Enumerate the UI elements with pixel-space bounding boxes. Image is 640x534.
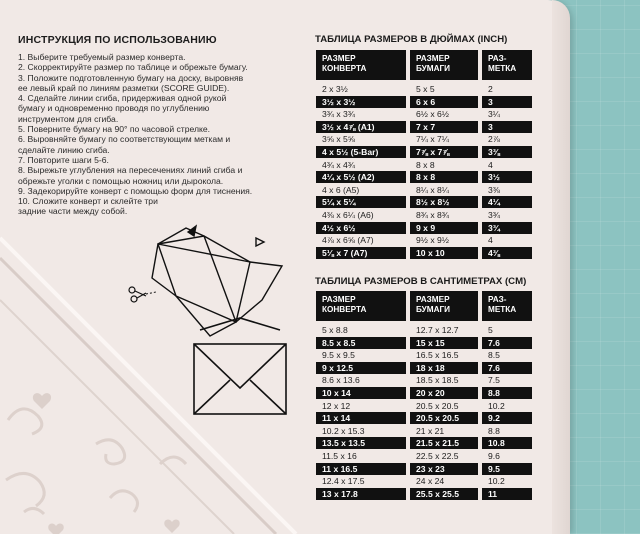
table-cell: 7.5 [488, 375, 500, 386]
table-cell: 22.5 x 22.5 [416, 451, 459, 461]
table-cell: 8.6 x 13.6 [322, 375, 360, 386]
table-cell: 7⅞ x 7⅞ [410, 146, 478, 158]
table-cell: 20.5 x 20.5 [410, 412, 478, 424]
table-cell: 4 x 6 (A5) [322, 184, 360, 195]
table-cell: 9.5 [482, 463, 532, 475]
column-header-line: БУМАГИ [416, 64, 451, 73]
column-header-line: РАЗМЕР [322, 54, 356, 63]
table-cell: 4 [488, 159, 493, 170]
table-cell: 9 x 12.5 [316, 362, 406, 374]
column-header-line: БУМАГИ [416, 305, 451, 314]
table-cell: 8½ x 8½ [410, 196, 478, 208]
unfolded-envelope-diagram [152, 226, 282, 336]
table-cell: 3 [482, 96, 532, 108]
instruction-step: 4. Сделайте линии сгиба, придерживая одной рукой [18, 93, 227, 104]
column-header-line: РАЗМЕР [416, 54, 450, 63]
table-cell: 9.2 [482, 412, 532, 424]
table-cell: 8.8 [488, 425, 500, 436]
table-cell: 11 [482, 488, 532, 500]
table-cell: 8¼ x 8¼ [416, 184, 449, 195]
table-cell: 3⅜ [482, 146, 532, 158]
table-cell: 2 x 3½ [322, 84, 348, 94]
table-cell: 7 x 7 [410, 121, 478, 133]
table-cell: 11 x 16.5 [316, 463, 406, 475]
instruction-step: 1. Выберите требуемый размер конверта. [18, 52, 186, 62]
table-cell: 4¾ x 4¾ [322, 159, 355, 170]
table-cell: 4 [488, 235, 493, 246]
table-cell: 10 x 10 [410, 247, 478, 259]
column-header-line: МЕТКА [488, 64, 517, 73]
table-cell: 12.7 x 12.7 [416, 325, 459, 335]
table-cell: 8 x 8 [416, 159, 435, 170]
table-cell: 12 x 12 [322, 400, 351, 411]
table-cell: 5 x 8.8 [322, 325, 348, 335]
instruction-step: 7. Повторите шаги 5-6. [18, 154, 109, 165]
table-cell: 13.5 x 13.5 [316, 437, 406, 449]
table-cell: 3¾ x 3¾ [322, 109, 355, 120]
table-cell: 9.6 [488, 451, 500, 461]
table-cell: 3¼ [488, 109, 500, 120]
table-cell: 18.5 x 18.5 [416, 375, 459, 386]
instruction-step: 6. Выровняйте бумагу по соответствующим меткам и [18, 134, 231, 145]
instruction-step: ее левый край по линиям разметки (SCORE GUIDE). [18, 82, 230, 93]
table-cell: 9.5 x 9.5 [322, 350, 355, 361]
table-cell: 4⅜ x 6¼ (A6) [322, 210, 374, 220]
table-cell: 3⅜ [488, 184, 500, 195]
instruction-step: 10. Сложите конверт и склейте три [18, 196, 158, 207]
instruction-step: 8. Вырежьте углубления на пересечениях линий сгиба и [18, 165, 243, 176]
table-cell: 4⅞ x 6⅝ (A7) [322, 235, 374, 246]
table-cell: 3¾ [488, 210, 500, 220]
table-cell: 15 x 15 [410, 337, 478, 349]
table-cell: 3½ [482, 171, 532, 183]
table-cell: 24 x 24 [416, 476, 445, 487]
instructions-list [18, 52, 298, 217]
column-header-line: МЕТКА [488, 305, 517, 314]
instruction-step: сделайте линию сгиба. [18, 144, 110, 155]
table-cell: 2 [488, 84, 493, 94]
column-header [316, 50, 406, 80]
table-cell: 5¼ x 5¼ [316, 196, 406, 208]
table-cell: 9½ x 9½ [416, 235, 449, 246]
column-header-line: КОНВЕРТА [322, 64, 367, 73]
table-cell: 8.8 [482, 387, 532, 399]
table-cell: 23 x 23 [410, 463, 478, 475]
table-cell: 10.2 x 15.3 [322, 425, 365, 436]
table-cell: 8¾ x 8¾ [416, 210, 449, 220]
table-cell: 3 [482, 121, 532, 133]
table-cell: 11.5 x 16 [322, 451, 357, 461]
table-cell: 20.5 x 20.5 [416, 400, 459, 411]
table-cell: 18 x 18 [410, 362, 478, 374]
table-cell: 4¼ [482, 196, 532, 208]
table-cell: 8 x 8 [410, 171, 478, 183]
instruction-step: 2. Скорректируйте размер по таблице и обрежьте бумагу. [18, 62, 248, 73]
table-cell: 6½ x 6½ [416, 109, 449, 120]
table-cell: 3½ x 4⅞ (A1) [316, 121, 406, 133]
cm-table-title: ТАБЛИЦА РАЗМЕРОВ В САНТИМЕТРАХ (CM) [315, 276, 527, 287]
table-cell: 7.6 [482, 337, 532, 349]
column-header [410, 50, 478, 80]
table-cell: 5⅛ x 7 (A7) [316, 247, 406, 259]
table-cell: 16.5 x 16.5 [416, 350, 459, 361]
table-cell: 4⅜ [482, 247, 532, 259]
table-cell: 21.5 x 21.5 [410, 437, 478, 449]
table-cell: 10.8 [482, 437, 532, 449]
table-cell: 3½ x 3½ [316, 96, 406, 108]
instructions-title: ИНСТРУКЦИЯ ПО ИСПОЛЬЗОВАНИЮ [18, 34, 217, 46]
table-cell: 11 x 14 [316, 412, 406, 424]
table-cell: 3⅝ x 5⅝ [322, 134, 355, 145]
table-cell: 13 x 17.8 [316, 488, 406, 500]
column-header-line: РАЗ- [488, 295, 507, 304]
table-cell: 8.5 x 8.5 [316, 337, 406, 349]
instruction-step: бумагу и одновременно проводя по углублению [18, 103, 210, 114]
inch-table-title: ТАБЛИЦА РАЗМЕРОВ В ДЮЙМАХ (INCH) [315, 34, 508, 45]
table-cell: 20 x 20 [410, 387, 478, 399]
table-cell: 10 x 14 [316, 387, 406, 399]
table-cell: 8.5 [488, 350, 500, 361]
instruction-step: задние части между собой. [18, 206, 128, 217]
column-header-line: КОНВЕРТА [322, 305, 367, 314]
table-cell: 7.6 [482, 362, 532, 374]
instruction-step: 5. Поверните бумагу на 90° по часовой стрелке. [18, 124, 211, 135]
table-cell: 10.2 [488, 400, 505, 411]
instruction-step: 9. Задекорируйте конверт с помощью форм для тиснения. [18, 185, 253, 196]
table-cell: 4½ x 6½ [316, 222, 406, 234]
table-cell: 5 x 5 [416, 84, 435, 94]
table-cell: 2⅞ [488, 134, 500, 145]
column-header [482, 291, 532, 321]
table-cell: 4 x 5½ (5-Bar) [316, 146, 406, 158]
table-cell: 4¼ x 5½ (A2) [316, 171, 406, 183]
column-header [316, 291, 406, 321]
table-cell: 5 [488, 325, 493, 335]
column-header [410, 291, 478, 321]
table-cell: 6 x 6 [410, 96, 478, 108]
table-cell: 21 x 21 [416, 425, 445, 436]
table-cell: 25.5 x 25.5 [410, 488, 478, 500]
instruction-step: 3. Положите подготовленную бумагу на доску, выровняв [18, 72, 244, 83]
table-cell: 7¼ x 7¼ [416, 134, 449, 145]
table-cell: 10.2 [488, 476, 505, 487]
column-header-line: РАЗМЕР [322, 295, 356, 304]
table-cell: 12.4 x 17.5 [322, 476, 365, 487]
column-header [482, 50, 532, 80]
table-cell: 3¾ [482, 222, 532, 234]
instruction-step: обрежьте уголки с помощью ножниц или дырокола. [18, 175, 224, 186]
column-header-line: РАЗ- [488, 54, 507, 63]
instruction-step: инструментом для сгиба. [18, 113, 119, 124]
scissors-icon [129, 287, 146, 302]
table-cell: 9 x 9 [410, 222, 478, 234]
column-header-line: РАЗМЕР [416, 295, 450, 304]
